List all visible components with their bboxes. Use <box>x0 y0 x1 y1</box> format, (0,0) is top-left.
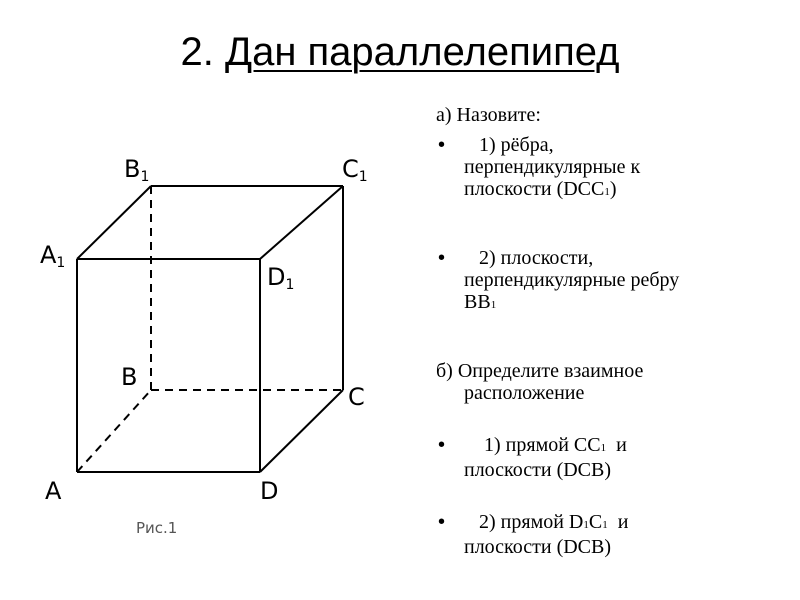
bullet-icon: • <box>438 134 446 156</box>
task-a2-line3: BB1 <box>464 291 497 313</box>
task-a1-line3: плоскости (DCC1) <box>464 178 617 200</box>
slide-number: 2. <box>180 30 225 74</box>
task-b2 <box>436 511 796 558</box>
vertex-label-c: C <box>348 383 365 411</box>
part-a-heading: а) Назовите: <box>436 104 541 126</box>
task-b1 <box>436 434 796 481</box>
task-list <box>436 104 796 558</box>
task-b2-line1: 2) прямой D1C1 и <box>464 511 629 533</box>
vertex-label-a1: $A_1$ <box>40 241 66 271</box>
vertex-label-c1: $C_1$ <box>342 155 368 185</box>
vertex-label-b: B <box>121 363 138 391</box>
task-a2 <box>436 247 796 316</box>
bullet-icon: • <box>438 511 446 533</box>
task-b2-line2: плоскости (DCB) <box>464 536 612 558</box>
part-b-line2: расположение <box>464 382 585 404</box>
task-b1-line2: плоскости (DCB) <box>464 459 612 481</box>
bullet-icon: • <box>438 434 446 456</box>
task-a1 <box>436 134 796 203</box>
task-a1-line1: 1) рёбра, <box>464 134 554 156</box>
part-b-line1: б) Определите взаимное <box>436 360 644 382</box>
task-a1-line2: перпендикулярные к <box>464 156 641 178</box>
slide-title-text: Дан параллелепипед <box>224 30 620 74</box>
task-b1-line1: 1) прямой CC1 и <box>464 434 627 456</box>
bullet-icon: • <box>438 247 446 269</box>
vertex-label-d: D <box>260 477 279 505</box>
vertex-label-d1: $D_1$ <box>267 263 295 293</box>
task-a2-line2: перпендикулярные ребру <box>464 269 680 291</box>
edge-a1-b1 <box>77 186 151 259</box>
edge-d-c <box>260 390 343 472</box>
edge-d1-c1 <box>260 186 343 259</box>
figure-caption: Рис.1 <box>136 519 178 537</box>
task-a2-line1: 2) плоскости, <box>464 247 594 269</box>
vertex-label-a: A <box>45 477 62 505</box>
hidden-edge-a-b <box>77 390 151 472</box>
vertex-label-b1: $B_1$ <box>124 155 150 185</box>
